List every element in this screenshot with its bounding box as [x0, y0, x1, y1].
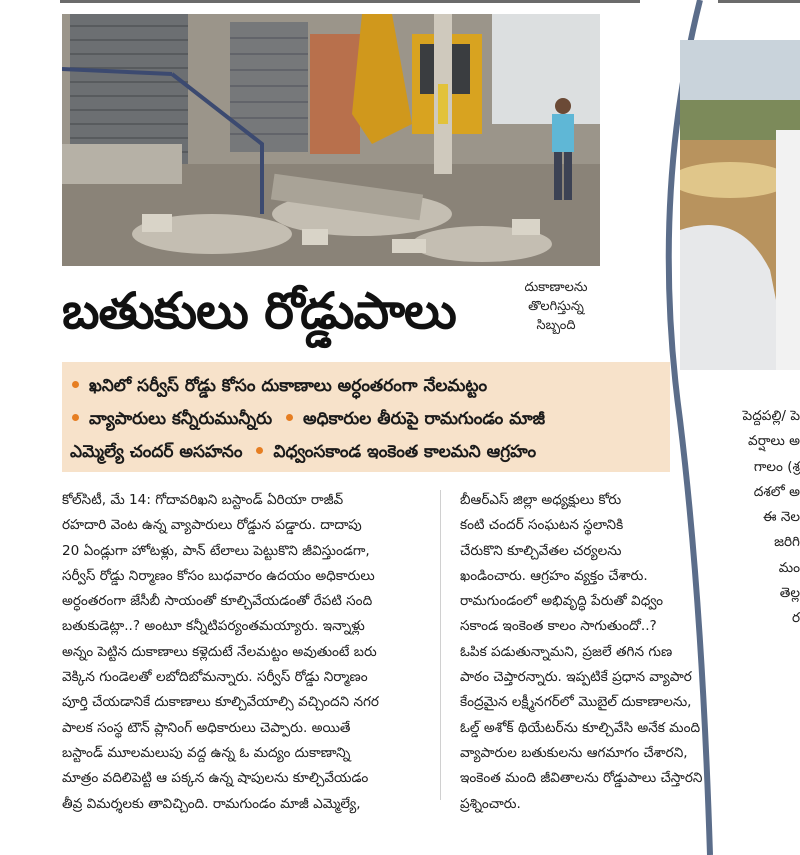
text-line: ఓల్డ్ అశోక్ థియేటర్‌ను కూల్చివేసి అనేక మంది — [460, 719, 701, 736]
text-line: పాఠం చెప్తారన్నారు. ఇప్పటికే ప్రధాన వ్యాపార — [460, 669, 692, 686]
text-line: దశలో అ — [753, 483, 800, 500]
text-line: ప్రశ్నించారు. — [460, 795, 521, 812]
text-line: రహదారి వెంట ఉన్న వ్యాపారులు రోడ్డున పడ్డారు. దాదాపు — [62, 517, 362, 534]
text-line: సర్వీస్ రోడ్డు నిర్మాణం కోసం బుధవారం ఉదయం అధికారులు — [62, 567, 375, 584]
caption-line: దుకాణాలను — [524, 280, 588, 295]
highlight-text: ఖనిలో సర్వీస్ రోడ్డు కోసం దుకాణాలు అర్ధంతరంగా నేలమట్టం — [89, 376, 488, 396]
text-line: తీవ్ర విమర్శలకు తావిచ్చింది. రామగుండం మాజీ ఎమ్మెల్యే, — [62, 795, 361, 812]
highlights-box — [62, 362, 670, 472]
text-line: రామగుండంలో అభివృద్ధి పేరుతో విధ్వం — [460, 593, 664, 610]
text-line: సకాండ ఇంకెంత కాలం సాగుతుందో..? — [460, 618, 657, 635]
text-line: ర — [791, 610, 800, 627]
highlight-line — [70, 403, 662, 436]
text-line: బతుకుడెట్లా..? అంటూ కన్నీటిపర్యంతమయ్యారు. ఇన్నాళ్లు — [62, 618, 365, 635]
text-line: కంటి చందర్ సంఘటన స్థలానికి — [460, 517, 624, 534]
adjacent-photo — [680, 40, 800, 370]
adjacent-article-text — [726, 404, 800, 644]
column-divider — [440, 490, 441, 800]
text-line: చేరుకొని కూల్చివేతల చర్యలను — [460, 542, 622, 559]
text-line: పెద్దపల్లి/ పె — [742, 408, 800, 424]
bullet-icon — [256, 447, 263, 454]
text-line: పూర్తి చేయడానికే దుకాణాలు కూల్చివేయాల్సి వచ్చిందని నగర — [62, 694, 379, 711]
text-line: ఖండించారు. ఆగ్రహం వ్యక్తం చేశారు. — [460, 567, 648, 584]
text-line: వ్యాపారుల బతుకులను ఆగమాగం చేశారని, — [460, 744, 688, 761]
top-rule-right — [718, 0, 800, 3]
text-line: అన్నం పెట్టిన దుకాణాలు కళ్లెదుటే నేలమట్టం అవుతుంటే బరు — [62, 643, 377, 660]
text-line: ఓపిక పడుతున్నామని, ప్రజలే తగిన గుణ — [460, 643, 673, 660]
text-line: బస్టాండ్ మూలమలుపు వద్ద ఉన్న ఓ మద్యం దుకాణాన్ని — [62, 744, 351, 761]
text-line: కోల్‌సిటీ, మే 14: గోదావరిఖని బస్టాండ్ ఏరియా రాజీవ్ — [62, 492, 344, 508]
highlight-text: ఎమ్మెల్యే చందర్ అసహనం — [70, 442, 243, 462]
text-line: కేంద్రమైన లక్ష్మీనగర్‌లో మొబైల్ దుకాణాలను, — [460, 694, 692, 711]
text-line: 20 ఏండ్లుగా హోటళ్లు, పాన్ టేలాలు పెట్టుకొని జీవిస్తుండగా, — [62, 542, 370, 559]
text-line: మం — [778, 559, 800, 576]
demolition-photo — [62, 14, 600, 266]
highlight-text: వ్యాపారులు కన్నీరుమున్నీరు — [89, 409, 273, 429]
article-column-2 — [460, 488, 768, 817]
text-line: వెక్కిన గుండెలతో లబోదిబోమన్నారు. సర్వీస్ రోడ్డు నిర్మాణం — [62, 669, 368, 686]
text-line: బీఆర్‌ఎస్ జిల్లా అధ్యక్షులు కోరు — [460, 492, 622, 508]
text-line: ఈ నెల — [762, 509, 800, 526]
text-line: పాలక సంస్థ టౌన్ ప్లానింగ్ అధికారులు చెప్పారు. అయితే — [62, 719, 351, 736]
highlight-line — [70, 370, 662, 403]
text-line: ఇంకెంత మంది జీవితాలను రోడ్డుపాలు చేస్తారని — [460, 770, 703, 787]
text-line: తెల్ల — [779, 585, 800, 602]
bullet-icon — [72, 381, 79, 388]
bullet-icon — [286, 414, 293, 421]
highlight-text: విధ్వంసకాండ ఇంకెంత కాలమని ఆగ్రహం — [273, 442, 537, 462]
highlight-text: అధికారుల తీరుపై రామగుండం మాజీ — [303, 409, 546, 429]
caption-line: తొలగిస్తున్న — [528, 299, 584, 314]
text-line: జరిగి — [774, 534, 800, 551]
article-column-1 — [62, 488, 424, 817]
bullet-icon — [72, 414, 79, 421]
caption-line: సిబ్బంది — [536, 318, 576, 333]
article-headline: బతుకులు రోడ్డుపాలు — [62, 282, 456, 340]
text-line: అర్ధంతరంగా జేసీబీ సాయంతో కూల్చివేయడంతో రేపటి సంది — [62, 593, 373, 610]
highlight-line — [70, 436, 662, 469]
top-rule — [60, 0, 640, 3]
photo-caption — [508, 278, 604, 335]
text-line: మాత్రం వదిలిపెట్టి ఆ పక్కన ఉన్న షాపులను కూల్చివేయడం — [62, 770, 369, 787]
text-line: గాలం (శ్ర — [753, 458, 800, 475]
text-line: వర్షాలు అ — [748, 433, 800, 450]
